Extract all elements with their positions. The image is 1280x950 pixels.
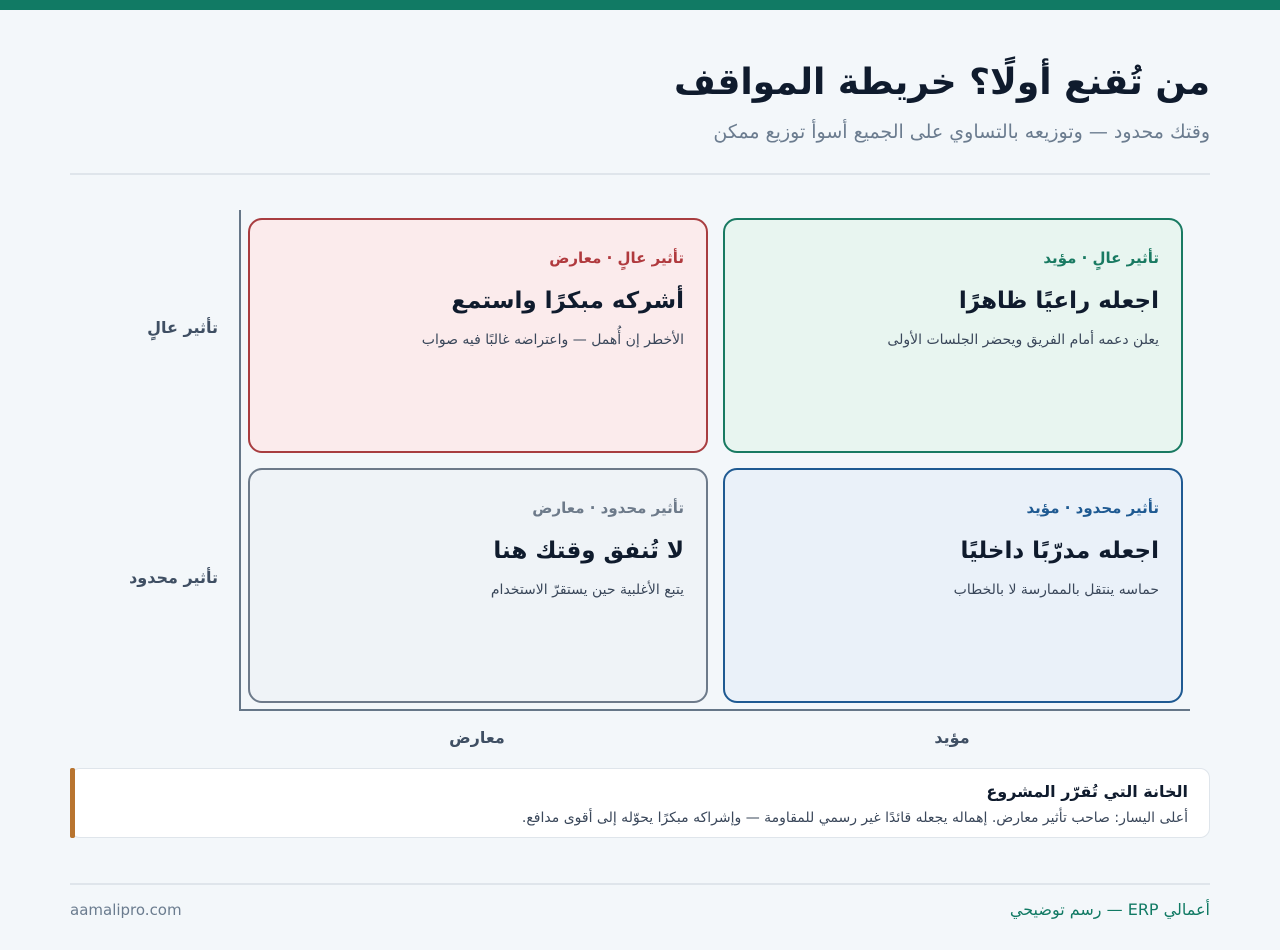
row-label-limited-influence: تأثير محدود [129, 568, 218, 587]
footer-divider [70, 883, 1210, 885]
quadrant-tag: تأثير عالٍ · معارض [549, 249, 684, 267]
callout-title: الخانة التي تُقرّر المشروع [986, 782, 1188, 801]
quadrant-limited-influence-opponent [248, 468, 708, 703]
quadrant-high-influence-opponent [248, 218, 708, 453]
quadrant-high-influence-supporter [723, 218, 1183, 453]
top-accent-bar [0, 0, 1280, 10]
footer-brand: أعمالي ERP — رسم توضيحي [1009, 900, 1210, 919]
column-label-opponent: معارض [449, 728, 505, 747]
quadrant-tag: تأثير محدود · معارض [532, 499, 684, 517]
row-label-high-influence: تأثير عالٍ [147, 318, 218, 337]
horizontal-axis [239, 709, 1190, 711]
quadrant-title: لا تُنفق وقتك هنا [493, 538, 684, 564]
page-title: من تُقنع أولًا؟ خريطة المواقف [673, 62, 1210, 103]
quadrant-title: اجعله مدرّبًا داخليًا [960, 538, 1159, 564]
vertical-axis [239, 210, 241, 711]
quadrant-tag: تأثير محدود · مؤيد [1026, 499, 1159, 517]
page-subtitle: وقتك محدود — وتوزيعه بالتساوي على الجميع أسوأ توزيع ممكن [713, 121, 1210, 143]
callout-text: أعلى اليسار: صاحب تأثير معارض. إهماله يجعله قائدًا غير رسمي للمقاومة — وإشراكه مبكرًا يحوّله إلى أقوى مدافع. [521, 810, 1188, 826]
quadrant-title: اجعله راعيًا ظاهرًا [958, 288, 1159, 314]
quadrant-tag: تأثير عالٍ · مؤيد [1043, 249, 1159, 267]
column-label-supporter: مؤيد [934, 728, 970, 747]
quadrant-description: الأخطر إن أُهمل — واعتراضه غالبًا فيه صواب [421, 332, 684, 348]
key-insight-callout [70, 768, 1210, 838]
quadrant-limited-influence-supporter [723, 468, 1183, 703]
quadrant-description: يعلن دعمه أمام الفريق ويحضر الجلسات الأولى [887, 332, 1159, 348]
quadrant-title: أشركه مبكرًا واستمع [451, 288, 684, 314]
quadrant-description: يتبع الأغلبية حين يستقرّ الاستخدام [490, 582, 684, 598]
page-header [70, 58, 1210, 146]
quadrant-description: حماسه ينتقل بالممارسة لا بالخطاب [953, 582, 1159, 598]
callout-accent-bar [70, 768, 75, 838]
header-divider [70, 173, 1210, 175]
footer-site-link[interactable]: aamalipro.com [70, 901, 182, 919]
